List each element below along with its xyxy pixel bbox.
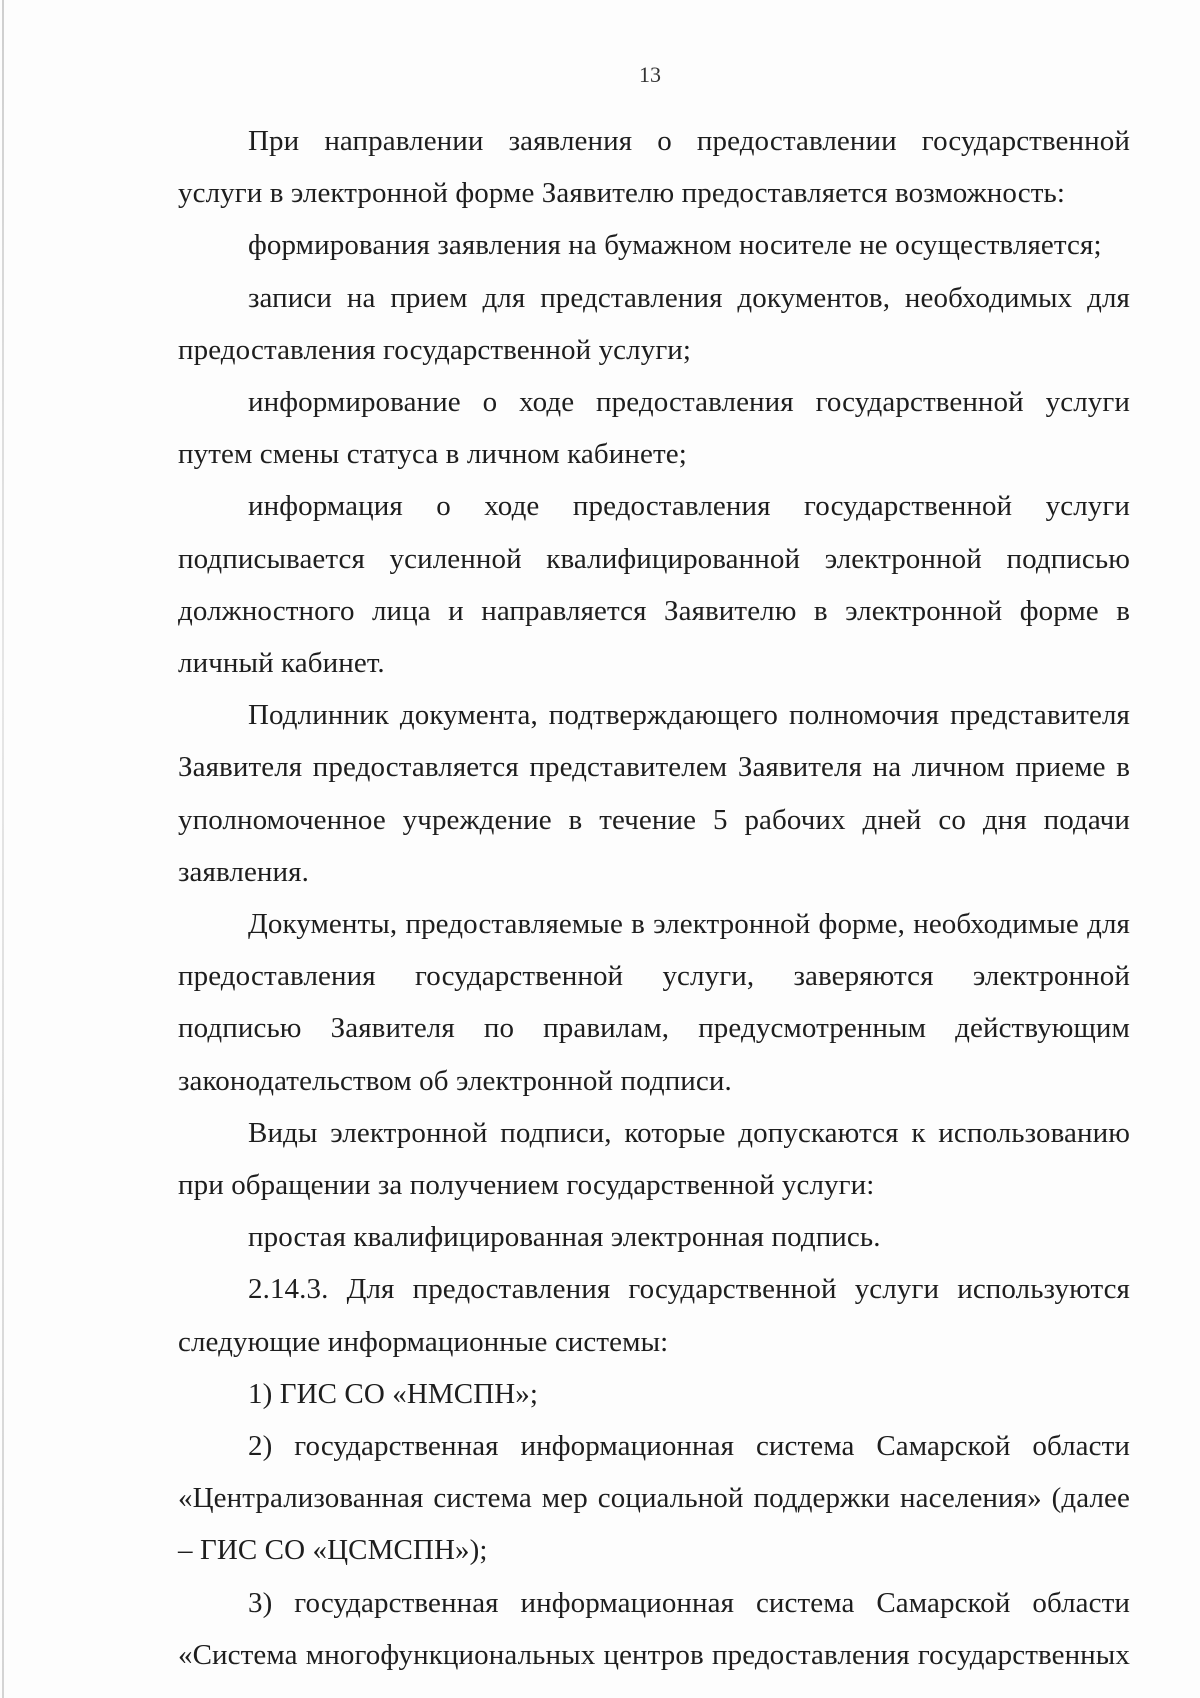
paragraph-section-2-14-3: 2.14.3. Для предоставления государственной услуги используются следующие информационные системы:: [178, 1273, 1130, 1358]
list-item-1: 1) ГИС СО «НМСПН»;: [248, 1377, 539, 1410]
document-body: [178, 115, 1130, 1681]
page-number: 13: [639, 62, 661, 87]
paragraph-signed-info: информация о ходе предоставления государственной услуги подписывается усиленной квалифицированной электронной подписью должностного лица и направляется Заявителю в электронной форме в личный кабинет.: [178, 490, 1130, 680]
paragraph-paper-form: формирования заявления на бумажном носителе не осуществляется;: [248, 229, 1102, 262]
list-item-2: 2) государственная информационная система Самарской области «Централизованная система мер социальной поддержки населения» (далее – ГИС СО «ЦСМСПН»);: [178, 1430, 1130, 1567]
scan-edge: [2, 0, 4, 1698]
list-item-3: 3) государственная информационная система Самарской области «Система многофункциональных центров предоставления государственных: [178, 1586, 1130, 1671]
paragraph-simple-signature: простая квалифицированная электронная подпись.: [248, 1221, 881, 1254]
paragraph-application-electronic: При направлении заявления о предоставлении государственной услуги в электронной форме Заявителю предоставляется возможность:: [178, 125, 1130, 210]
paragraph-signature-types: Виды электронной подписи, которые допускаются к использованию при обращении за получением государственной услуги:: [178, 1116, 1130, 1202]
paragraph-status-info: информирование о ходе предоставления государственной услуги путем смены статуса в личном кабинете;: [178, 386, 1130, 471]
paragraph-electronic-documents: Документы, предоставляемые в электронной форме, необходимые для предоставления государственной услуги, заверяются электронной подписью Заявителя по правилам, предусмотренным действующим законодательством об электронной подписи.: [178, 908, 1130, 1097]
paragraph-original-document: Подлинник документа, подтверждающего полномочия представителя Заявителя предоставляется представителем Заявителя на личном приеме в уполномоченное учреждение в течение 5 рабочих дней со дня подачи заявления.: [178, 699, 1130, 888]
paragraph-appointment: записи на прием для представления документов, необходимых для предоставления государственной услуги;: [178, 281, 1130, 366]
